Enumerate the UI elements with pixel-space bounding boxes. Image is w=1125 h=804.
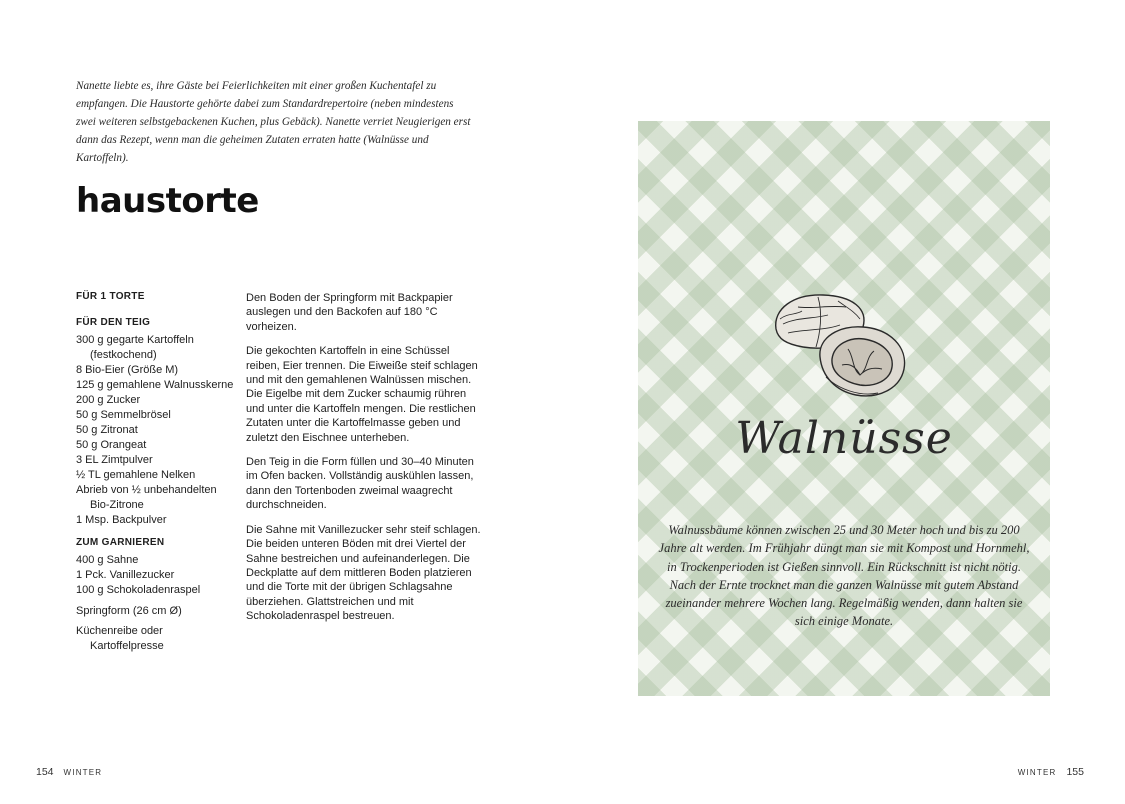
method-step: Den Boden der Springform mit Backpapier auslegen und den Backofen auf 180 °C vorheizen.	[246, 292, 453, 333]
ingredient-item: Abrieb von ½ unbehandelten Bio-Zitrone	[76, 484, 217, 511]
yield-heading: FÜR 1 TORTE	[76, 291, 145, 302]
walnut-info-panel	[638, 121, 1050, 696]
ingredient-item: ½ TL gemahlene Nelken	[76, 469, 196, 481]
recipe-title: haustorte	[76, 181, 259, 221]
ingredient-item: 1 Msp. Backpulver	[76, 514, 167, 526]
page-number-right: 155	[1066, 766, 1084, 778]
garnieren-ingredient-list	[76, 553, 236, 598]
method-column	[246, 291, 481, 634]
walnut-illustration	[768, 289, 918, 404]
ingredient-item: 300 g gegarte Kartoffeln (festkochend)	[76, 334, 194, 361]
intro-text: Nanette liebte es, ihre Gäste bei Feierlichkeiten mit einer großen Kuchentafel zu empfangen. Die Haustorte gehörte dabei zum Standardrepertoire (neben mindestens zwei weiteren selbstgebackenen Kuchen, plus Gebäck). Nanette verriet Neugierigen erst dann das Rezept, wenn man die geheimen Zutaten erraten hatte (Walnüsse und Kartoffeln).	[76, 80, 471, 164]
method-step: Die Sahne mit Vanillezucker sehr steif schlagen. Die beiden unteren Böden mit drei Viertel der Sahne bestreichen und aufeinanderlegen. Die Deckplatte auf dem mittleren Boden platzieren und die Torte mit der übrigen Schlagsahne überziehen. Glattstreichen und mit Schokoladenraspel bestreuen.	[246, 523, 481, 623]
ingredient-item: 400 g Sahne	[76, 554, 139, 566]
ingredient-item: 1 Pck. Vanillezucker	[76, 569, 175, 581]
method-step: Den Teig in die Form füllen und 30–40 Minuten im Ofen backen. Vollständig auskühlen lassen, dann den Tortenboden zweimal waagrecht durchschneiden.	[246, 456, 474, 512]
section-label-right: WINTER	[1017, 768, 1057, 777]
garnieren-heading: ZUM GARNIEREN	[76, 537, 165, 548]
ingredient-item: 8 Bio-Eier (Größe M)	[76, 364, 179, 376]
ingredient-item: 200 g Zucker	[76, 394, 141, 406]
ingredient-item: 50 g Semmelbrösel	[76, 409, 171, 421]
footer-right	[1018, 766, 1084, 778]
ingredient-item: 3 EL Zimtpulver	[76, 454, 153, 466]
equipment-list	[76, 604, 236, 654]
method-step: Die gekochten Kartoffeln in eine Schüssel reiben, Eier trennen. Die Eiweiße steif schlagen und mit den gemahlenen Walnüssen mischen. Die Eigelbe mit dem Zucker schaumig rühren und unter die Kartoffeln mengen. Die restlichen Zutaten unter die Kartoffelmasse geben und zuletzt den Eischnee unterheben.	[246, 345, 478, 444]
footer-left	[36, 766, 102, 778]
equipment-item: Küchenreibe oder Kartoffelpresse	[76, 625, 164, 652]
panel-script-title: Walnüsse	[735, 413, 953, 464]
section-label-left: WINTER	[63, 768, 103, 777]
page-number-left: 154	[36, 766, 54, 778]
ingredients-column	[76, 290, 236, 654]
equipment-item: Springform (26 cm Ø)	[76, 605, 182, 617]
ingredient-item: 125 g gemahlene Walnusskerne	[76, 379, 234, 391]
ingredient-item: 50 g Zitronat	[76, 424, 138, 436]
ingredient-item: 100 g Schokoladenraspel	[76, 584, 201, 596]
ingredient-item: 50 g Orangeat	[76, 439, 147, 451]
teig-ingredient-list	[76, 333, 236, 528]
teig-heading: FÜR DEN TEIG	[76, 317, 151, 328]
panel-text: Walnussbäume können zwischen 25 und 30 Meter hoch und bis zu 200 Jahre alt werden. Im Frühjahr düngt man sie mit Kompost und Hornmehl, in Trockenperioden ist Gießen sinnvoll. Ein Rückschnitt ist nicht nötig. Nach der Ernte trocknet man die ganzen Walnüsse mit gutem Abstand zueinander mehrere Wochen lang. Regelmäßig wenden, dann halten sie sich einige Monate.	[658, 523, 1030, 629]
